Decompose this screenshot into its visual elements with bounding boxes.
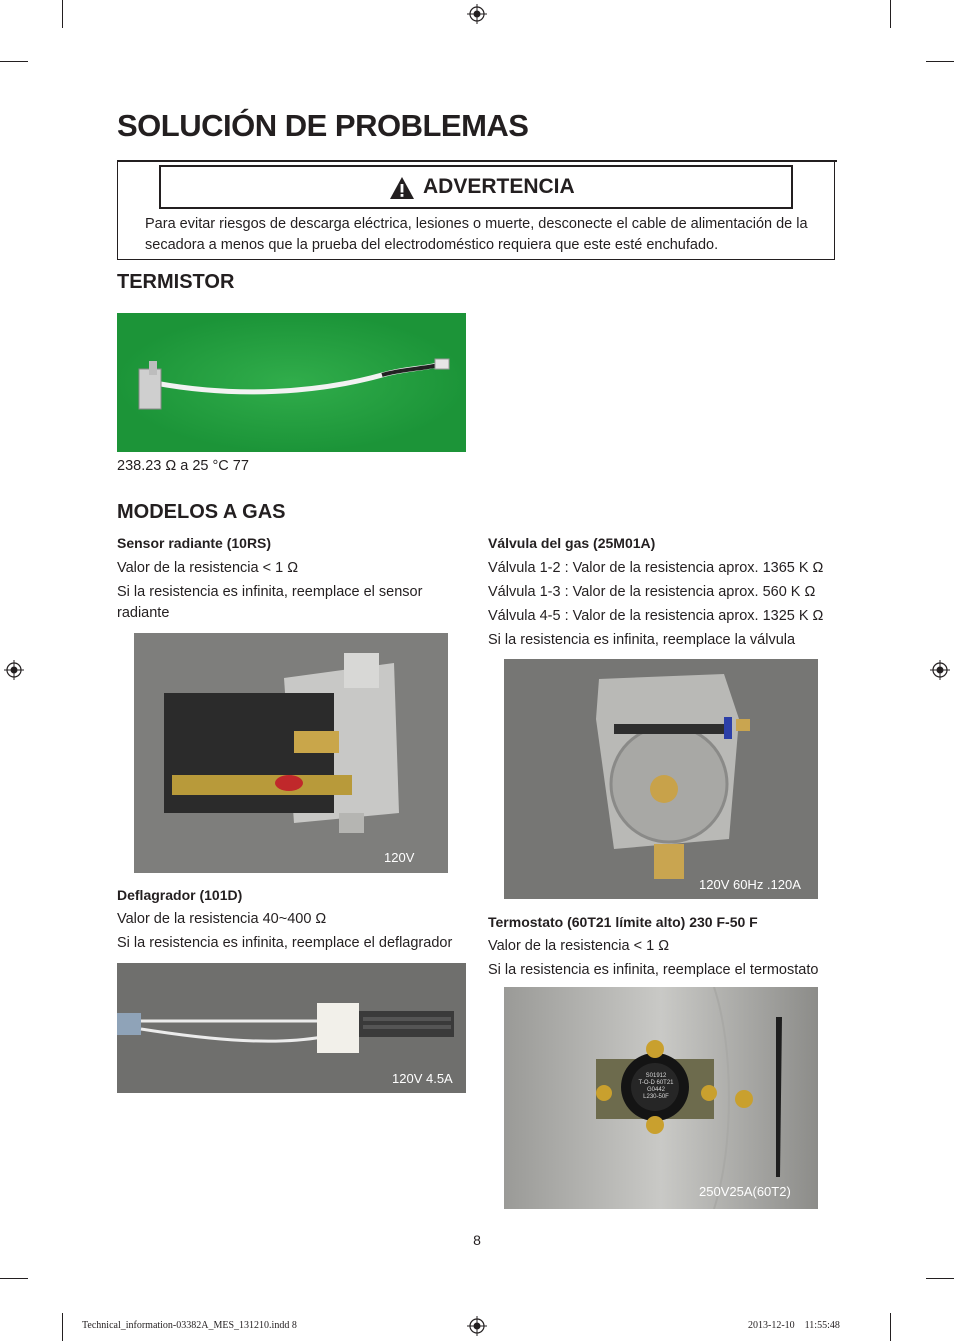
igniter-photo: [117, 963, 466, 1093]
sensor-photo: [134, 633, 448, 873]
registration-mark-icon: [930, 660, 950, 680]
igniter-title: Deflagrador (101D): [117, 887, 243, 903]
crop-mark: [62, 1313, 63, 1341]
warning-title: ADVERTENCIA: [423, 175, 575, 198]
valve-line: Válvula 1-3 : Valor de la resistencia aprox. 560 K Ω: [488, 584, 816, 600]
crop-mark: [890, 1313, 891, 1341]
thermostat-line: Valor de la resistencia < 1 Ω: [488, 938, 670, 954]
igniter-photo-label: 120V 4.5A: [392, 1071, 453, 1086]
thermostat-photo: [504, 987, 818, 1209]
thermostat-line: Si la resistencia es infinita, reemplace el termostato: [488, 962, 819, 978]
page-number: 8: [473, 1232, 481, 1248]
termistor-caption: 238.23 Ω a 25 °C 77: [117, 458, 249, 474]
footer-file-name: Technical_information-03382A_MES_131210.indd 8: [82, 1320, 297, 1331]
sensor-line: Si la resistencia es infinita, reemplace el sensor radiante: [117, 584, 423, 621]
warning-triangle-icon: [389, 176, 415, 200]
thermostat-photo-label: 250V25A(60T2): [699, 1184, 791, 1199]
termistor-photo: [117, 313, 466, 452]
thermostat-label-text: S01912 T-O-D 60T21 G0442 L230-50F: [638, 1073, 674, 1100]
valve-line: Si la resistencia es infinita, reemplace la válvula: [488, 632, 796, 648]
sensor-photo-label: 120V: [384, 850, 415, 865]
igniter-line: Si la resistencia es infinita, reemplace el deflagrador: [117, 935, 453, 951]
crop-mark: [62, 0, 63, 28]
registration-mark-icon: [4, 660, 24, 680]
section-heading-gas-models: MODELOS A GAS: [117, 501, 286, 523]
footer-timestamp: 2013-12-10 11:55:48: [748, 1320, 840, 1331]
valve-photo: [504, 659, 818, 899]
section-heading-termistor: TERMISTOR: [117, 271, 235, 293]
igniter-line: Valor de la resistencia 40~400 Ω: [117, 911, 327, 927]
valve-title: Válvula del gas (25M01A): [488, 535, 656, 551]
page-title: SOLUCIÓN DE PROBLEMAS: [117, 108, 529, 143]
valve-line: Válvula 1-2 : Valor de la resistencia aprox. 1365 K Ω: [488, 560, 824, 576]
valve-photo-label: 120V 60Hz .120A: [699, 877, 801, 892]
crop-mark: [0, 61, 28, 62]
crop-mark: [926, 61, 954, 62]
crop-mark: [0, 1278, 28, 1279]
thermostat-title: Termostato (60T21 límite alto) 230 F-50 F: [488, 914, 758, 930]
crop-mark: [890, 0, 891, 28]
sensor-line: Valor de la resistencia < 1 Ω: [117, 560, 299, 576]
sensor-title: Sensor radiante (10RS): [117, 535, 272, 551]
warning-text: Para evitar riesgos de descarga eléctrica, lesiones o muerte, desconecte el cable de alimentación de la secadora a menos que la prueba del electrodoméstico requiera que este esté enchufado.: [145, 216, 808, 253]
registration-mark-icon: [467, 1316, 487, 1336]
warning-header: [159, 165, 793, 209]
crop-mark: [926, 1278, 954, 1279]
registration-mark-icon: [467, 4, 487, 24]
valve-line: Válvula 4-5 : Valor de la resistencia aprox. 1325 K Ω: [488, 608, 824, 624]
